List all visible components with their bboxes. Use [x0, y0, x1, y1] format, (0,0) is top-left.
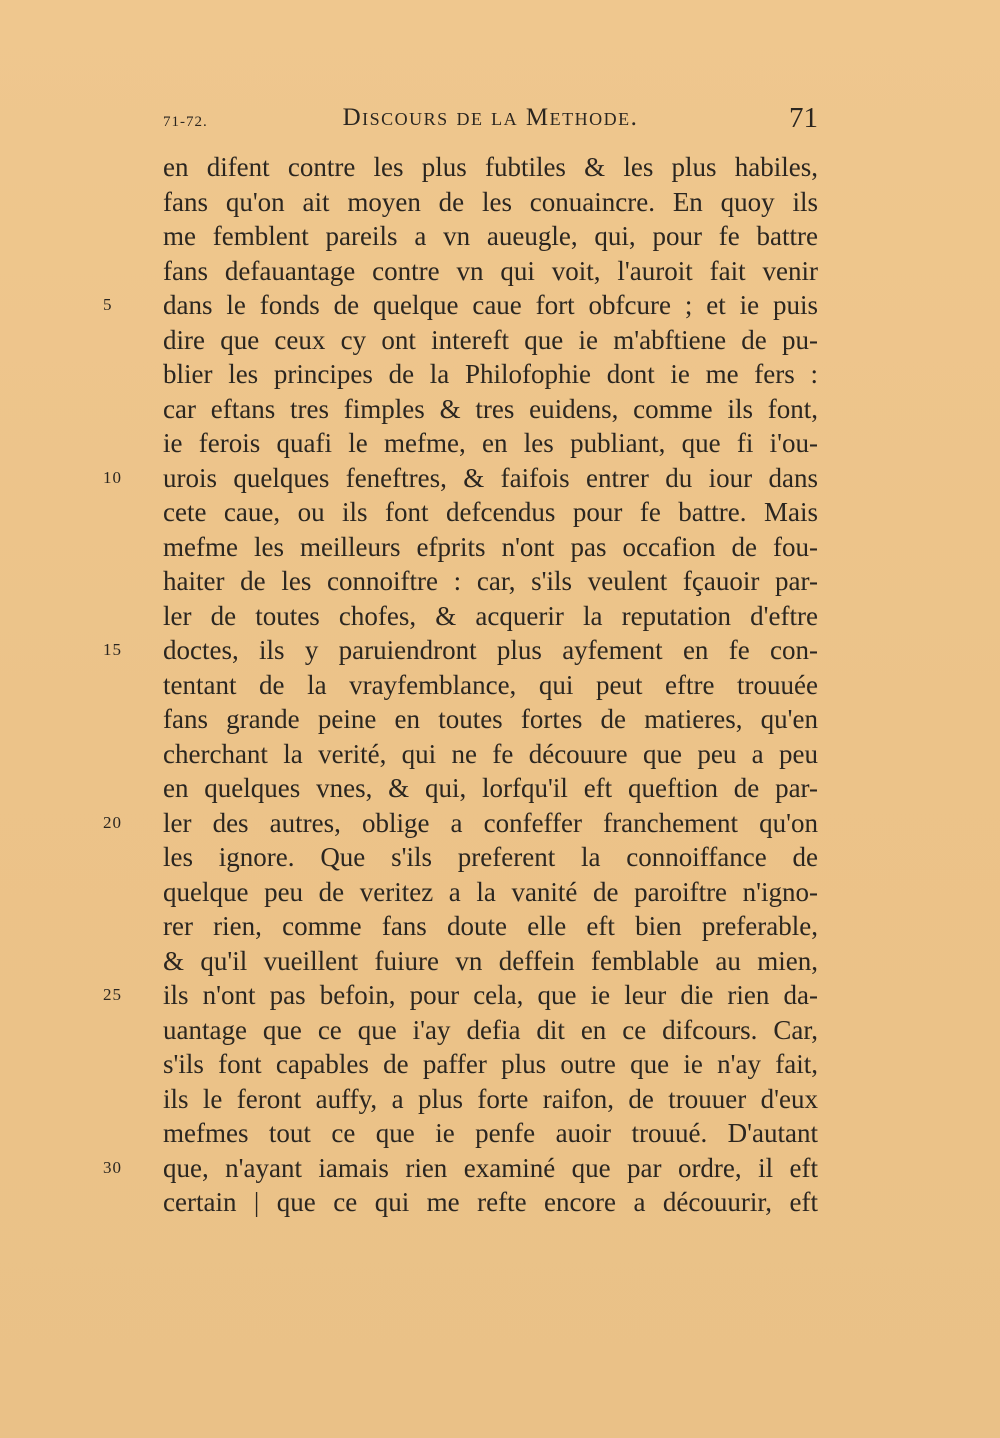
- text-line: [163, 495, 818, 530]
- text-line: [163, 254, 818, 289]
- text-line: [163, 219, 818, 254]
- text-line: [163, 530, 818, 565]
- text-line: [163, 426, 818, 461]
- line-text: fans qu'on ait moyen de les conuaincre. En quoy ils: [163, 186, 818, 217]
- text-line: [163, 771, 818, 806]
- line-text: doctes, ils y paruiendront plus ayfement en fe con-: [163, 635, 818, 665]
- text-line: [103, 978, 818, 1013]
- line-text: rer rien, comme fans doute elle eft bien preferable,: [163, 911, 818, 941]
- text-line: [163, 1013, 818, 1048]
- line-text: mefmes tout ce que ie penfe auoir trouué. D'autant: [163, 1118, 818, 1148]
- text-line: [163, 737, 818, 772]
- text-line: [103, 1151, 818, 1186]
- page-range: 71-72.: [163, 114, 208, 130]
- text-line: [163, 1185, 818, 1220]
- line-text: tentant de la vrayfemblance, qui peut eftre trouuée: [163, 669, 818, 700]
- line-text: que, n'ayant iamais rien examiné que par ordre, il eft: [163, 1152, 818, 1183]
- text-line: [103, 806, 818, 841]
- line-number: 25: [103, 985, 122, 1004]
- line-text: quelque peu de veritez a la vanité de paroiftre n'igno-: [163, 876, 818, 907]
- line-number: 5: [103, 295, 113, 314]
- line-text: certain | que ce qui me refte encore a découurir, eft: [163, 1187, 818, 1217]
- text-line: [163, 185, 818, 220]
- line-text: dire que ceux cy ont intereft que ie m'abftiene de pu-: [163, 324, 818, 355]
- line-number: 10: [103, 467, 122, 487]
- line-text: urois quelques feneftres, & faifois entrer du iour dans: [163, 462, 818, 493]
- line-text: dans le fonds de quelque caue fort obfcure ; et ie puis: [163, 290, 818, 320]
- running-header: [163, 100, 818, 140]
- text-line: [163, 150, 818, 185]
- text-line: [163, 909, 818, 944]
- line-text: cherchant la verité, qui ne fe découure que peu a peu: [163, 738, 818, 769]
- line-text: ler de toutes chofes, & acquerir la reputation d'eftre: [163, 600, 818, 631]
- line-text: en difent contre les plus fubtiles & les plus habiles,: [163, 152, 818, 182]
- text-line: [163, 1047, 818, 1082]
- text-line: [163, 944, 818, 979]
- line-text: me femblent pareils a vn aueugle, qui, pour fe battre: [163, 221, 818, 251]
- text-line: [163, 875, 818, 910]
- text-line: [163, 668, 818, 703]
- page-number: 71: [789, 102, 818, 134]
- line-text: s'ils font capables de paffer plus outre que ie n'ay fait,: [163, 1049, 818, 1079]
- text-line: [163, 702, 818, 737]
- line-text: ie ferois quafi le mefme, en les publiant, que fi i'ou-: [163, 428, 818, 458]
- line-text: car eftans tres fimples & tres euidens, comme ils font,: [163, 393, 818, 424]
- text-line: [163, 564, 818, 599]
- line-text: blier les principes de la Philofophie dont ie me fers :: [163, 359, 818, 389]
- line-text: fans defauantage contre vn qui voit, l'auroit fait venir: [163, 255, 818, 286]
- text-line: [103, 461, 818, 496]
- text-line: [163, 840, 818, 875]
- line-text: cete caue, ou ils font defcendus pour fe battre. Mais: [163, 497, 818, 527]
- text-line: [163, 357, 818, 392]
- line-text: mefme les meilleurs efprits n'ont pas occafion de fou-: [163, 531, 818, 562]
- text-line: [163, 1082, 818, 1117]
- text-line: [163, 599, 818, 634]
- line-text: haiter de les connoiftre : car, s'ils veulent fçauoir par-: [163, 566, 818, 596]
- text-line: [163, 392, 818, 427]
- line-number: 20: [103, 812, 122, 832]
- text-line: [103, 288, 818, 323]
- running-title: Discours de la Methode.: [342, 104, 639, 131]
- text-line: [103, 633, 818, 668]
- line-number: 30: [103, 1157, 122, 1177]
- line-text: ler des autres, oblige a confeffer franchement qu'on: [163, 807, 818, 838]
- line-text: les ignore. Que s'ils preferent la connoiffance de: [163, 842, 818, 872]
- line-text: ils n'ont pas befoin, pour cela, que ie leur die rien da-: [163, 980, 818, 1010]
- line-text: uantage que ce que i'ay defia dit en ce difcours. Car,: [163, 1014, 818, 1045]
- text-line: [163, 323, 818, 358]
- line-text: ils le feront auffy, a plus forte raifon, de trouuer d'eux: [163, 1083, 818, 1114]
- line-text: fans grande peine en toutes fortes de matieres, qu'en: [163, 704, 818, 734]
- line-number: 15: [103, 640, 122, 659]
- text-line: [163, 1116, 818, 1151]
- line-text: & qu'il vueillent fuiure vn deffein femblable au mien,: [163, 945, 818, 976]
- line-text: en quelques vnes, & qui, lorfqu'il eft queftion de par-: [163, 773, 818, 803]
- body-text: [103, 150, 818, 1220]
